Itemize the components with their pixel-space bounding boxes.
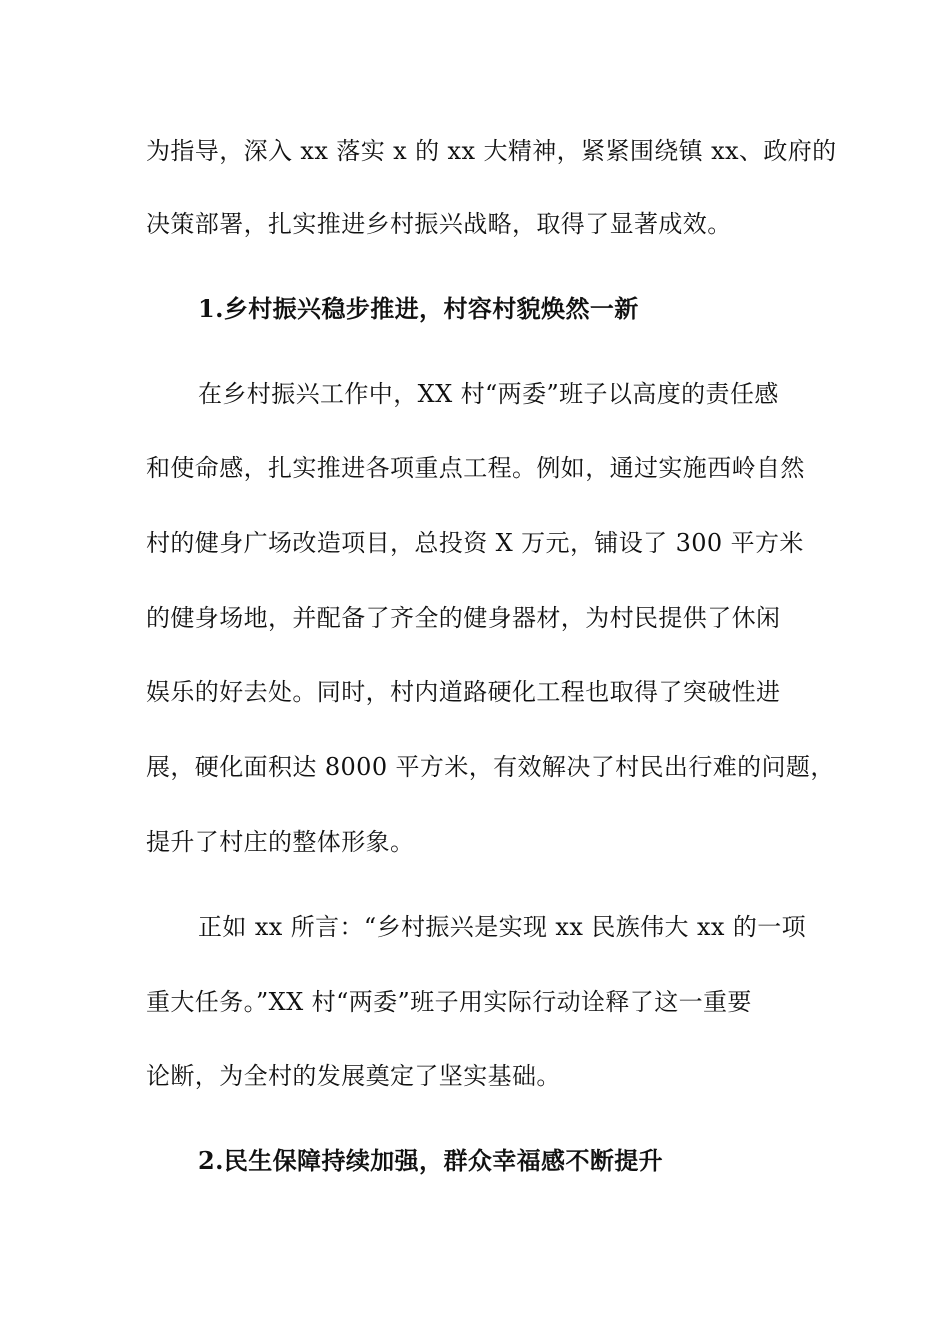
section-heading-1: 1.乡村振兴稳步推进，村容村貌焕然一新	[198, 294, 639, 323]
intro-line-2: 决策部署，扎实推进乡村振兴战略，取得了显著成效。	[146, 210, 732, 238]
paragraph-1-line-4: 的健身场地，并配备了齐全的健身器材，为村民提供了休闲	[146, 604, 781, 632]
paragraph-2-line-3: 论断，为全村的发展奠定了坚实基础。	[146, 1062, 561, 1090]
paragraph-1-line-1: 在乡村振兴工作中，XX 村“两委”班子以高度的责任感	[198, 380, 779, 408]
paragraph-2-line-2: 重大任务。”XX 村“两委”班子用实际行动诠释了这一重要	[146, 988, 752, 1016]
paragraph-1-line-5: 娱乐的好去处。同时，村内道路硬化工程也取得了突破性进	[146, 678, 781, 706]
section-heading-2: 2.民生保障持续加强，群众幸福感不断提升	[198, 1146, 664, 1175]
paragraph-2-line-1: 正如 xx 所言：“乡村振兴是实现 xx 民族伟大 xx 的一项	[198, 913, 807, 941]
intro-line-1: 为指导，深入 xx 落实 x 的 xx 大精神，紧紧围绕镇 xx、政府的	[146, 137, 837, 165]
paragraph-1-line-3: 村的健身广场改造项目，总投资 X 万元，铺设了 300 平方米	[146, 529, 804, 557]
paragraph-1-line-6: 展，硬化面积达 8000 平方米，有效解决了村民出行难的问题，	[146, 753, 835, 781]
paragraph-1-line-2: 和使命感，扎实推进各项重点工程。例如，通过实施西岭自然	[146, 454, 805, 482]
paragraph-1-line-7: 提升了村庄的整体形象。	[146, 828, 415, 856]
